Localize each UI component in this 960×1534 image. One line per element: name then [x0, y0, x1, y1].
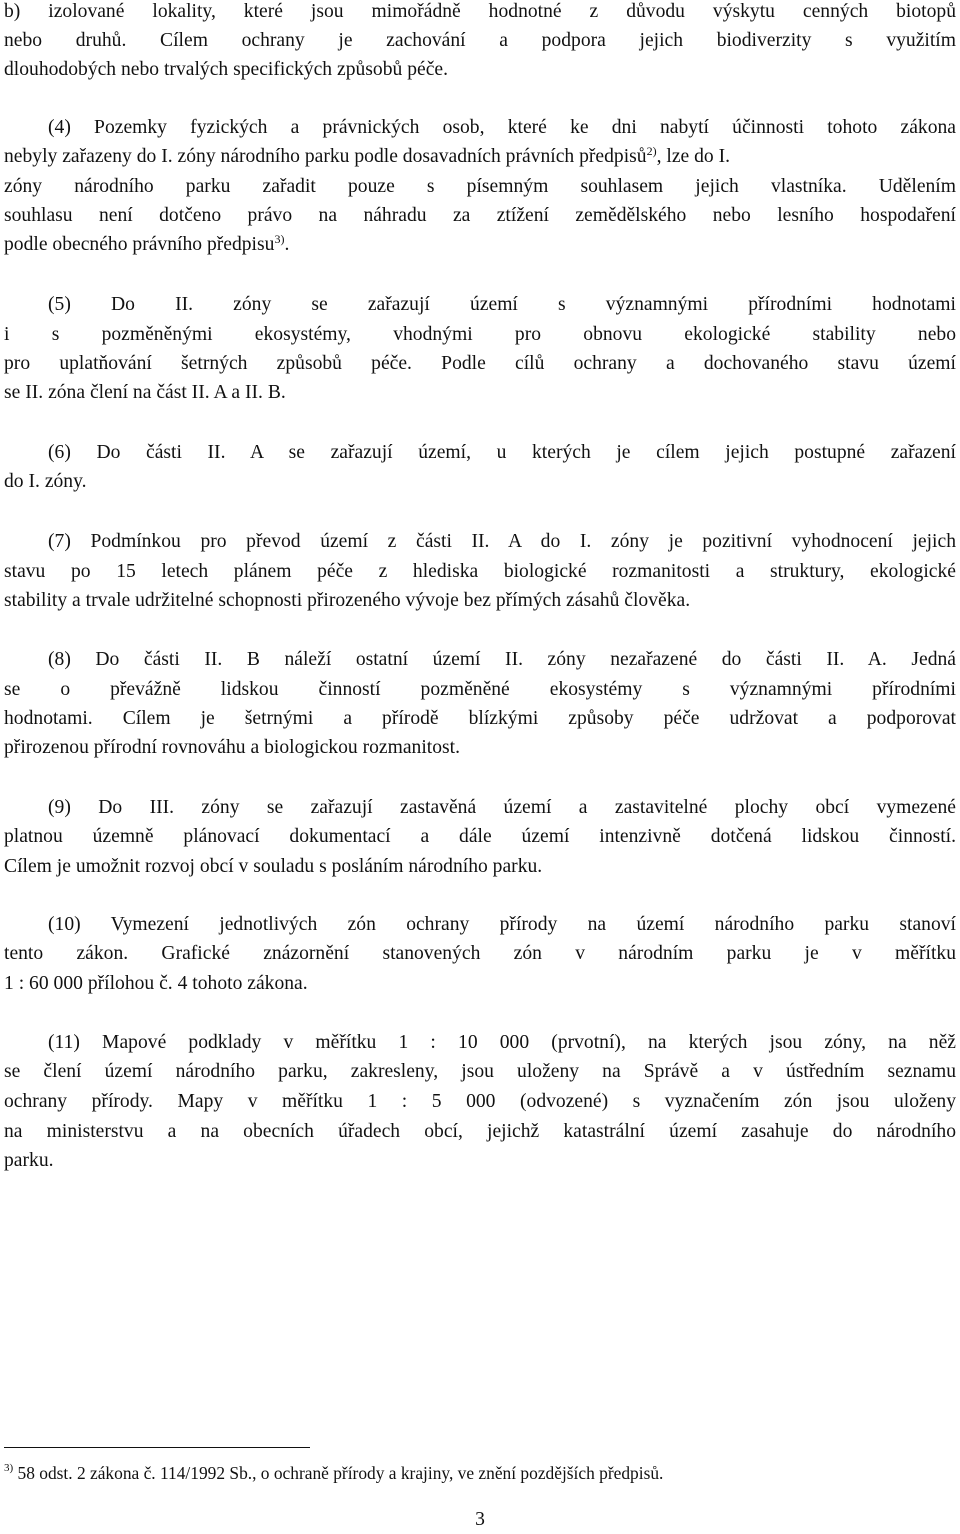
paragraph-b-line-1: b) izolované lokality, které jsou mimořádně hodnotné z důvodu výskytu cenných biotopů	[4, 1, 956, 22]
paragraph-11-line-4: na ministerstvu a na obecních úřadech obcí, jejichž katastrální území zasahuje do národního	[4, 1121, 956, 1142]
paragraph-11-line-1: (11) Mapové podklady v měřítku 1 : 10 000 (prvotní), na kterých jsou zóny, na něž	[48, 1032, 956, 1053]
paragraph-4-line-1: (4) Pozemky fyzických a právnických osob, které ke dni nabytí účinnosti tohoto zákona	[48, 117, 956, 138]
paragraph-4-line-3: zóny národního parku zařadit pouze s písemným souhlasem jejich vlastníka. Udělením	[4, 176, 956, 197]
paragraph-11-line-3: ochrany přírody. Mapy v měřítku 1 : 5 000 (odvozené) s vyznačením zón jsou uloženy	[4, 1091, 956, 1112]
paragraph-5-line-2: i s pozměněnými ekosystémy, vhodnými pro obnovu ekologické stability nebo	[4, 324, 956, 345]
paragraph-5-line-4: se II. zóna člení na část II. A a II. B.	[4, 382, 286, 403]
paragraph-5-line-1: (5) Do II. zóny se zařazují území s významnými přírodními hodnotami	[48, 294, 956, 315]
footnote-ref-3: 3)	[274, 232, 285, 246]
paragraph-6-line-2: do I. zóny.	[4, 471, 87, 492]
paragraph-9-line-1: (9) Do III. zóny se zařazují zastavěná území a zastavitelné plochy obcí vymezené	[48, 797, 956, 818]
paragraph-b-line-2: nebo druhů. Cílem ochrany je zachování a podpora jejich biodiverzity s využitím	[4, 30, 956, 51]
paragraph-7-line-2: stavu po 15 letech plánem péče z hlediska biologické rozmanitosti a struktury, ekologické	[4, 561, 956, 582]
paragraph-b-line-3: dlouhodobých nebo trvalých specifických způsobů péče.	[4, 59, 448, 80]
footnote-text: 58 odst. 2 zákona č. 114/1992 Sb., o ochraně přírody a krajiny, ve znění pozdějších předpisů.	[13, 1463, 664, 1483]
footnote-3	[4, 1462, 663, 1484]
paragraph-4-line-5-tail: .	[284, 234, 290, 255]
paragraph-4-line-2-tail: , lze do I.	[656, 146, 731, 167]
paragraph-8-line-1: (8) Do části II. B náleží ostatní území II. zóny nezařazené do části II. A. Jedná	[48, 649, 956, 670]
paragraph-7-line-1: (7) Podmínkou pro převod území z části II. A do I. zóny je pozitivní vyhodnocení jejich	[48, 531, 956, 552]
paragraph-5-line-3: pro uplatňování šetrných způsobů péče. Podle cílů ochrany a dochovaného stavu území	[4, 353, 956, 374]
paragraph-7-line-3: stability a trvale udržitelné schopnosti přirozeného vývoje bez přímých zásahů člověka.	[4, 590, 691, 611]
footnote-ref-2: 2)	[646, 144, 657, 158]
paragraph-10-line-2: tento zákon. Grafické znázornění stanovených zón v národním parku je v měřítku	[4, 943, 956, 964]
paragraph-4-line-2-text: nebyly zařazeny do I. zóny národního parku podle dosavadních právních předpisů	[4, 146, 647, 167]
footnote-separator	[4, 1447, 310, 1448]
paragraph-8-line-2: se o převážně lidskou činností pozměněné ekosystémy s významnými přírodními	[4, 679, 956, 700]
paragraph-10-line-3: 1 : 60 000 přílohou č. 4 tohoto zákona.	[4, 973, 308, 994]
paragraph-4-line-5-text: podle obecného právního předpisu	[4, 234, 275, 255]
paragraph-6-line-1: (6) Do části II. A se zařazují území, u kterých je cílem jejich postupné zařazení	[48, 442, 956, 463]
paragraph-10-line-1: (10) Vymezení jednotlivých zón ochrany přírody na území národního parku stanoví	[48, 914, 956, 935]
paragraph-11-line-5: parku.	[4, 1150, 54, 1171]
footnote-marker: 3)	[4, 1462, 14, 1474]
paragraph-8-line-4: přirozenou přírodní rovnováhu a biologickou rozmanitost.	[4, 737, 460, 758]
paragraph-4-line-4: souhlasu není dotčeno právo na náhradu za ztížení zemědělského nebo lesního hospodaření	[4, 205, 956, 226]
page-number: 3	[475, 1509, 485, 1530]
paragraph-11-line-2: se člení území národního parku, zakresleny, jsou uloženy na Správě a v ústředním seznamu	[4, 1061, 956, 1082]
paragraph-8-line-3: hodnotami. Cílem je šetrnými a přírodě blízkými způsoby péče udržovat a podporovat	[4, 708, 956, 729]
paragraph-9-line-3: Cílem je umožnit rozvoj obcí v souladu s posláním národního parku.	[4, 856, 543, 877]
paragraph-4-line-2	[4, 145, 956, 169]
paragraph-4-line-5	[4, 233, 956, 257]
paragraph-9-line-2: platnou územně plánovací dokumentací a dále území intenzivně dotčená lidskou činností.	[4, 826, 956, 847]
